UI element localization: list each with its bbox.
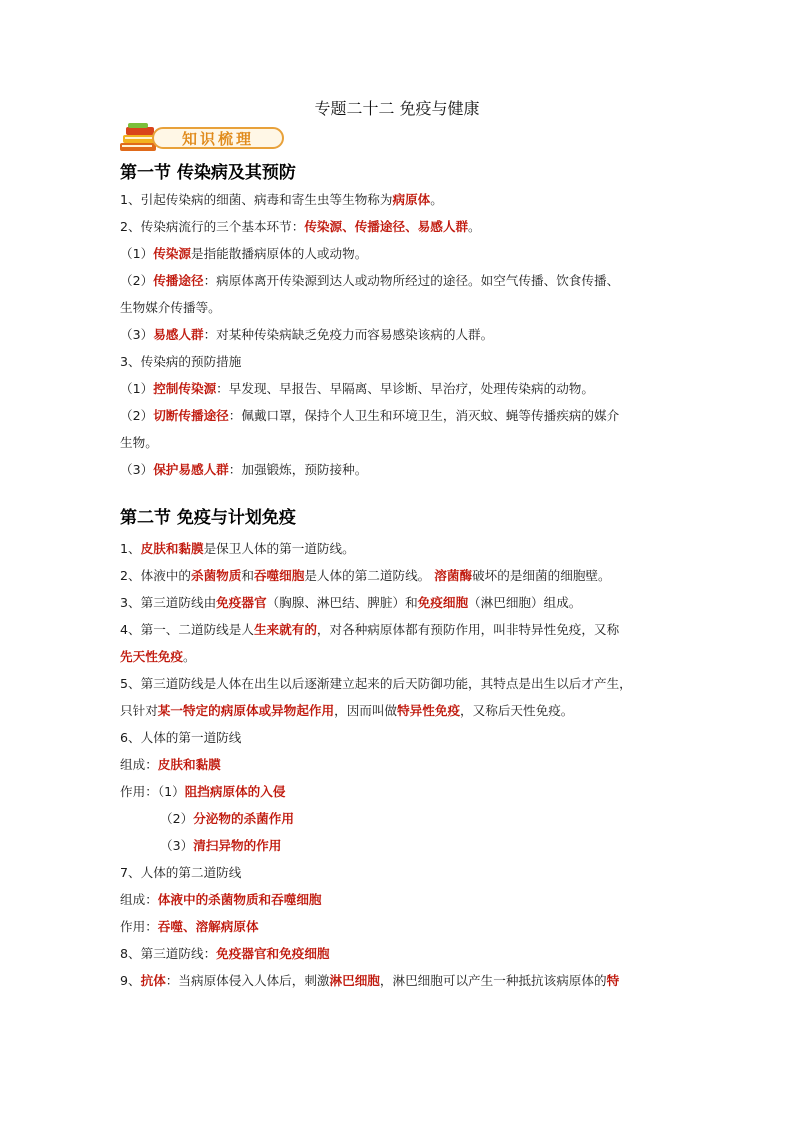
s1-line-8b: 生物。 — [120, 435, 158, 450]
text: 是指能散播病原体的人或动物。 — [190, 246, 368, 261]
s1-line-9 — [120, 456, 680, 483]
keyword: 先天性免疫 — [120, 649, 183, 664]
keyword: 传播途径 — [153, 273, 204, 288]
s1-line-7 — [120, 375, 680, 402]
keyword: 特 — [606, 973, 620, 988]
keyword: 体液中的杀菌物质和吞噬细胞 — [157, 892, 322, 907]
s2-line-5b — [120, 697, 680, 724]
s1-line-6: 3、传染病的预防措施 — [120, 354, 242, 369]
keyword: 特异性免疫 — [397, 703, 461, 718]
content — [120, 160, 680, 994]
keyword: 保护易感人群 — [153, 462, 229, 477]
s2-line-15 — [120, 967, 680, 994]
text: （胸腺、淋巴结、脾脏）和 — [266, 595, 418, 610]
text: （2） — [120, 408, 154, 423]
text: 。 — [468, 219, 481, 234]
s2-line-8 — [120, 778, 680, 805]
text: 是保卫人体的第一道防线。 — [203, 541, 355, 556]
text: 是人体的第二道防线。 — [304, 568, 435, 583]
text: （1） — [120, 246, 154, 261]
badge-label: 知识梳理 — [181, 130, 254, 148]
keyword: 吞噬、溶解病原体 — [157, 919, 259, 934]
s1-line-5 — [120, 321, 680, 348]
text: 。 — [430, 192, 443, 207]
keyword: 生来就有的 — [253, 622, 317, 637]
s2-line-6: 6、人体的第一道防线 — [120, 730, 242, 745]
keyword: 免疫器官 — [216, 595, 267, 610]
text: （2） — [160, 811, 194, 826]
s1-line-3 — [120, 240, 680, 267]
text: 9、 — [120, 973, 141, 988]
s2-line-12 — [120, 886, 680, 913]
s1-line-4 — [120, 267, 680, 294]
keyword: 皮肤和黏膜 — [157, 757, 221, 772]
text: 作用： — [120, 919, 158, 934]
s2-line-4b — [120, 643, 680, 670]
keyword: 杀菌物质 — [190, 568, 242, 583]
s1-line-8 — [120, 402, 680, 429]
keyword: 吞噬细胞 — [253, 568, 305, 583]
s2-line-14 — [120, 940, 680, 967]
keyword: 某一特定的病原体或异物起作用 — [157, 703, 335, 718]
text: 组成： — [120, 892, 158, 907]
section2-heading: 第二节 免疫与计划免疫 — [120, 508, 296, 528]
keyword: 阻挡病原体的入侵 — [184, 784, 286, 799]
text: ，因而叫做 — [334, 703, 398, 718]
text: 和 — [241, 568, 254, 583]
text: 8、第三道防线： — [120, 946, 217, 961]
text: 破坏的是细菌的细胞壁。 — [472, 568, 611, 583]
text: （淋巴细胞）组成。 — [468, 595, 582, 610]
s2-line-5: 5、第三道防线是人体在出生以后逐渐建立起来的后天防御功能，其特点是出生以后才产生， — [120, 676, 632, 691]
s1-line-4b: 生物媒介传播等。 — [120, 300, 221, 315]
text: ：加强锻炼，预防接种。 — [228, 462, 368, 477]
text: ，淋巴细胞可以产生一种抵抗该病原体的 — [379, 973, 607, 988]
s2-line-3 — [120, 589, 680, 616]
text: ，对各种病原体都有预防作用，叫非特异性免疫，又称 — [316, 622, 620, 637]
text: 。 — [182, 649, 196, 664]
s2-line-4 — [120, 616, 680, 643]
text: （3） — [120, 327, 154, 342]
keyword: 易感人群 — [153, 327, 204, 342]
keyword: 淋巴细胞 — [329, 973, 380, 988]
keyword: 分泌物的杀菌作用 — [193, 811, 294, 826]
text: ：早发现、早报告、早隔离、早诊断、早治疗，处理传染病的动物。 — [216, 381, 594, 396]
keyword: 清扫异物的作用 — [193, 838, 282, 853]
s2-line-11: 7、人体的第二道防线 — [120, 865, 242, 880]
keyword: 传染源 — [153, 246, 191, 261]
text: ：对某种传染病缺乏免疫力而容易感染该病的人群。 — [203, 327, 494, 342]
keyword: 切断传播途径 — [153, 408, 229, 423]
keyword: 溶菌酶 — [434, 568, 473, 583]
text: 3、第三道防线由 — [120, 595, 217, 610]
text: 2、传染病流行的三个基本环节： — [120, 219, 305, 234]
s1-line-2 — [120, 213, 680, 240]
keyword: 抗体 — [140, 973, 166, 988]
s1-line-1 — [120, 186, 680, 213]
text: ：佩戴口罩，保持个人卫生和环境卫生，消灭蚊、蝇等传播疾病的媒介 — [228, 408, 620, 423]
text: ：当病原体侵入人体后，刺激 — [165, 973, 330, 988]
keyword: 免疫细胞 — [417, 595, 469, 610]
document-title: 专题二十二 免疫与健康 — [314, 99, 480, 118]
text: （3） — [160, 838, 194, 853]
section-gap — [120, 483, 680, 505]
text: ，又称后天性免疫。 — [460, 703, 574, 718]
keyword: 皮肤和黏膜 — [140, 541, 204, 556]
keyword: 病原体 — [392, 192, 431, 207]
badge-pill — [152, 127, 284, 149]
text: ：病原体离开传染源到达人或动物所经过的途径。如空气传播、饮食传播、 — [203, 273, 620, 288]
knowledge-badge — [118, 121, 286, 155]
text: 4、第一、二道防线是人 — [120, 622, 254, 637]
text: 作用：（1） — [120, 784, 185, 799]
s2-line-9 — [120, 805, 680, 832]
text: （2） — [120, 273, 154, 288]
text: 2、体液中的 — [120, 568, 191, 583]
text: 1、引起传染病的细菌、病毒和寄生虫等生物称为 — [120, 192, 393, 207]
s2-line-1 — [120, 535, 680, 562]
keyword: 免疫器官和免疫细胞 — [216, 946, 330, 961]
section1-heading: 第一节 传染病及其预防 — [120, 163, 296, 183]
keyword: 控制传染源 — [153, 381, 217, 396]
text: （1） — [120, 381, 154, 396]
s2-line-7 — [120, 751, 680, 778]
text: 只针对 — [120, 703, 158, 718]
text: （3） — [120, 462, 154, 477]
s2-line-2 — [120, 562, 680, 589]
keyword: 传染源、传播途径、易感人群 — [304, 219, 469, 234]
text: 1、 — [120, 541, 141, 556]
text: 组成： — [120, 757, 158, 772]
s2-line-13 — [120, 913, 680, 940]
s2-line-10 — [120, 832, 680, 859]
